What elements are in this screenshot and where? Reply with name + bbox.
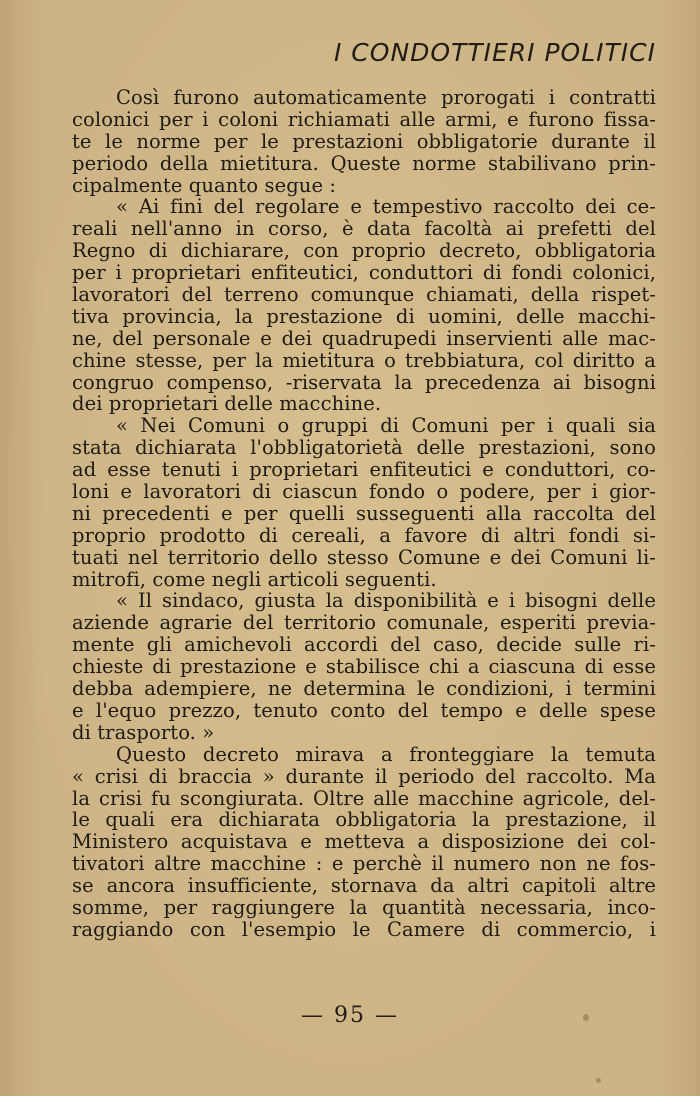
text-line: se ancora insufficiente, stornava da altri capitoli altre [72, 874, 656, 898]
text-line: lavoratori del terreno comunque chiamati, della rispet- [72, 283, 656, 307]
text-line: di trasporto. » [72, 720, 215, 744]
text-line: le quali era dichiarata obbligatoria la prestazione, il [72, 808, 656, 832]
text-line: aziende agrarie del territorio comunale, esperiti previa- [72, 611, 656, 635]
text-line: « Ai fini del regolare e tempestivo raccolto dei ce- [116, 195, 656, 219]
text-line: colonici per i coloni richiamati alle armi, e furono fissa- [72, 107, 656, 131]
text-line: « Il sindaco, giusta la disponibilità e i bisogni delle [116, 589, 656, 613]
text-line: mente gli amichevoli accordi del caso, decide sulle ri- [72, 633, 656, 657]
page-number: — 95 — [301, 1003, 399, 1028]
text-line: Regno di dichiarare, con proprio decreto, obbligatoria [72, 239, 656, 263]
text-line: periodo della mietitura. Queste norme stabilivano prin- [72, 151, 656, 175]
text-line: « crisi di braccia » durante il periodo del raccolto. Ma [72, 764, 656, 788]
text-line: per i proprietari enfiteutici, conduttori di fondi colonici, [72, 261, 656, 285]
text-line: Ministero acquistava e metteva a disposizione dei col- [72, 830, 656, 854]
text-line: debba adempiere, ne determina le condizioni, i termini [72, 677, 656, 701]
text-line: somme, per raggiungere la quantità necessaria, inco- [72, 895, 656, 919]
paper-spot [596, 1078, 601, 1083]
text-line: dei proprietari delle macchine. [72, 392, 382, 416]
text-line: cipalmente quanto segue : [72, 173, 337, 197]
text-line: tivatori altre macchine : e perchè il numero non ne fos- [72, 852, 656, 876]
text-line: chine stesse, per la mietitura o trebbiatura, col diritto a [72, 348, 656, 372]
text-line: e l'equo prezzo, tenuto conto del tempo e delle spese [72, 698, 656, 722]
text-line: Così furono automaticamente prorogati i contratti [116, 86, 656, 109]
text-line: raggiando con l'esempio le Camere di commercio, i [72, 917, 656, 941]
text-line: congruo compenso, -riservata la precedenza ai bisogni [72, 370, 656, 394]
text-line: stata dichiarata l'obbligatorietà delle prestazioni, sono [72, 436, 656, 460]
text-line: loni e lavoratori di ciascun fondo o podere, per i gior- [72, 480, 656, 504]
text-line: « Nei Comuni o gruppi di Comuni per i quali sia [116, 414, 656, 438]
text-line: la crisi fu scongiurata. Oltre alle macchine agricole, del- [72, 786, 656, 810]
text-line: chieste di prestazione e stabilisce chi a ciascuna di esse [72, 655, 656, 679]
text-line: te le norme per le prestazioni obbligatorie durante il [72, 129, 656, 153]
text-line: ad esse tenuti i proprietari enfiteutici e conduttori, co- [72, 458, 656, 482]
text-line: proprio prodotto di cereali, a favore di altri fondi si- [72, 523, 656, 547]
running-head: I CONDOTTIERI POLITICI [333, 38, 656, 67]
text-line: tuati nel territorio dello stesso Comune e dei Comuni li- [72, 545, 656, 569]
paper-spot [583, 1014, 589, 1021]
text-line: tiva provincia, la prestazione di uomini, delle macchi- [72, 304, 656, 328]
body-text [72, 87, 656, 941]
text-line: ne, del personale e dei quadrupedi inservienti alle mac- [72, 326, 656, 350]
text-line: reali nell'anno in corso, è data facoltà ai prefetti del [72, 217, 656, 241]
text-line: ni precedenti e per quelli susseguenti alla raccolta del [72, 501, 656, 525]
text-line: Questo decreto mirava a fronteggiare la temuta [116, 742, 656, 766]
text-line: mitrofi, come negli articoli seguenti. [72, 567, 437, 591]
